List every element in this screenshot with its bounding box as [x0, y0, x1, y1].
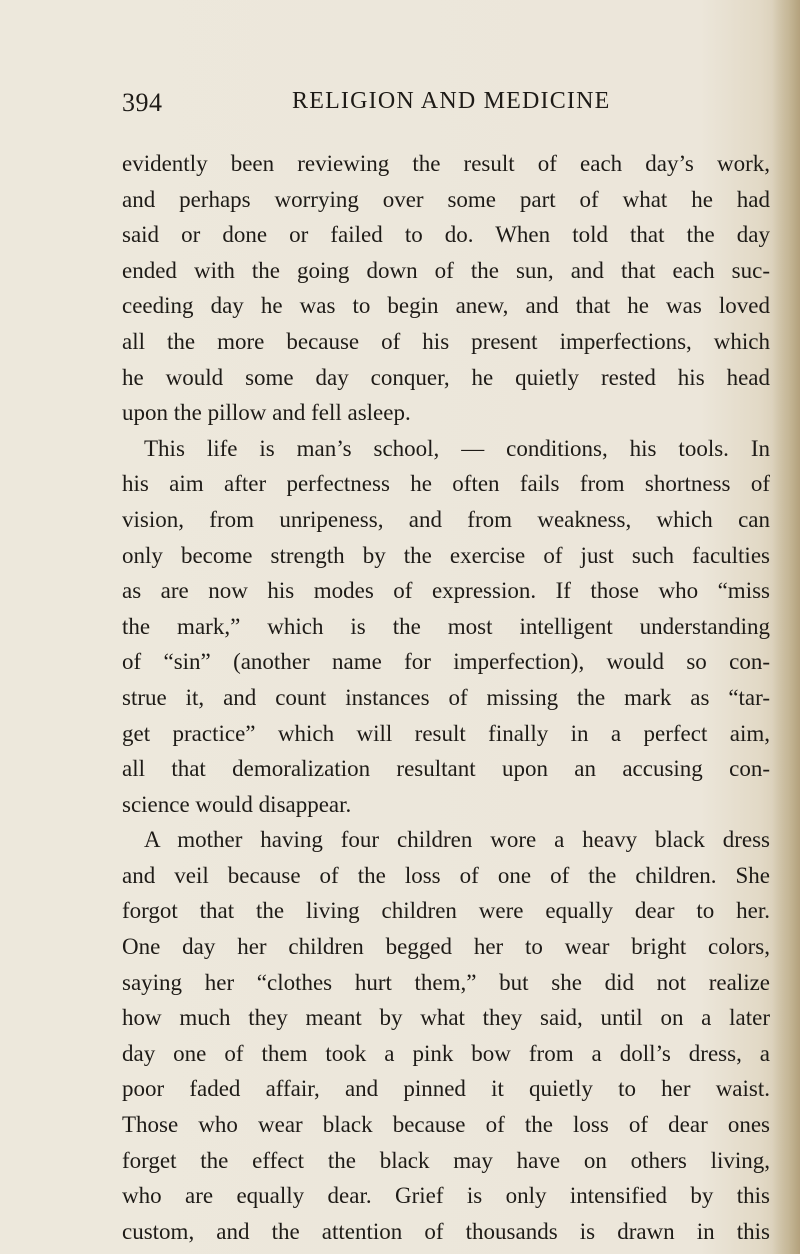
running-head: RELIGION AND MEDICINE [292, 88, 611, 114]
text-line: he would some day conquer, he quietly rested his head [122, 364, 770, 390]
page-header [122, 88, 682, 124]
text-line: forgot that the living children were equally dear to her. [122, 898, 770, 924]
text-line: of “sin” (another name for imperfection), would so con- [122, 649, 770, 675]
text-line: custom, and the attention of thousands is drawn in this [122, 1218, 770, 1244]
text-line: ceeding day he was to begin anew, and that he was loved [122, 293, 770, 319]
text-line: forget the effect the black may have on others living, [122, 1147, 770, 1173]
text-line: get practice” which will result finally in a perfect aim, [122, 720, 770, 746]
text-line: Those who wear black because of the loss of dear ones [122, 1112, 770, 1138]
text-line: vision, from unripeness, and from weakness, which can [122, 506, 770, 532]
text-line: and veil because of the loss of one of the children. She [122, 862, 770, 888]
text-line: only become strength by the exercise of just such faculties [122, 542, 770, 568]
paragraph-start-line: This life is man’s school, — conditions, his tools. In [144, 435, 770, 461]
text-line: evidently been reviewing the result of each day’s work, [122, 151, 770, 176]
text-line: One day her children begged her to wear bright colors, [122, 934, 770, 960]
text-line: said or done or failed to do. When told that the day [122, 222, 770, 248]
text-line: saying her “clothes hurt them,” but she did not realize [122, 969, 770, 995]
text-line: the mark,” which is the most intelligent understanding [122, 613, 770, 639]
text-line: day one of them took a pink bow from a doll’s dress, a [122, 1040, 770, 1066]
text-line: how much they meant by what they said, until on a later [122, 1005, 770, 1031]
text-line: as are now his modes of expression. If those who “miss [122, 578, 770, 604]
paragraph-start-line: A mother having four children wore a heavy black dress [144, 827, 770, 853]
page-edge-shadow [772, 0, 800, 1254]
text-line: ended with the going down of the sun, and that each suc- [122, 257, 770, 283]
text-line: poor faded affair, and pinned it quietly to her waist. [122, 1076, 770, 1102]
text-line: all that demoralization resultant upon an accusing con- [122, 756, 770, 782]
paragraph-end-line: science would disappear. [122, 791, 352, 817]
text-line: his aim after perfectness he often fails from shortness of [122, 471, 770, 497]
body-text [122, 146, 770, 1249]
paragraph-end-line: upon the pillow and fell asleep. [122, 400, 411, 426]
text-line: who are equally dear. Grief is only intensified by this [122, 1183, 770, 1209]
page-number: 394 [122, 88, 163, 117]
text-line: and perhaps worrying over some part of what he had [122, 186, 770, 212]
text-line: strue it, and count instances of missing the mark as “tar- [122, 684, 770, 710]
text-line: all the more because of his present imperfections, which [122, 328, 770, 354]
